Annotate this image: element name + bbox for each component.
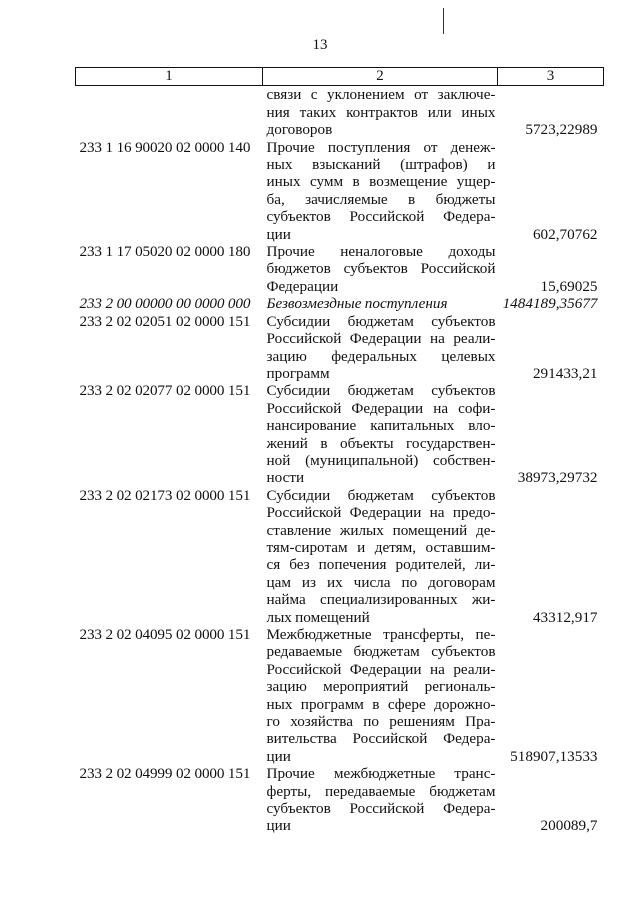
description-line: Федерации bbox=[266, 277, 339, 295]
revenue-description bbox=[263, 626, 498, 765]
table-row bbox=[76, 243, 604, 295]
amount: 38973,29732 bbox=[517, 469, 598, 487]
description-line: ных взысканий (штрафов) и bbox=[266, 156, 496, 174]
table-header-row bbox=[76, 68, 604, 86]
page-number: 13 bbox=[312, 37, 328, 53]
description-line: ся без попечения родителей, ли- bbox=[266, 556, 496, 574]
revenue-description bbox=[263, 382, 498, 486]
amount: 518907,13533 bbox=[510, 747, 598, 765]
revenue-description bbox=[263, 765, 498, 835]
description-line: программ bbox=[266, 364, 330, 382]
description-line: цам из их числа по договорам bbox=[266, 573, 496, 591]
budget-code: 233 2 00 00000 00 0000 000 bbox=[79, 295, 251, 313]
description-line: Российской Федерации на софи- bbox=[266, 399, 496, 417]
description-line: договоров bbox=[266, 121, 333, 139]
description-line: Прочие межбюджетные транс- bbox=[266, 765, 496, 783]
table-header bbox=[76, 68, 604, 86]
description-line: лых помещений bbox=[266, 608, 370, 626]
description-line: Субсидии бюджетам субъектов bbox=[266, 486, 496, 504]
budget-code: 233 2 02 02077 02 0000 151 bbox=[79, 382, 251, 400]
description-line: ции bbox=[266, 225, 291, 243]
description-line: редаваемые бюджетам субъектов bbox=[266, 643, 496, 661]
description-line: го хозяйства по решениям Пра- bbox=[266, 713, 496, 731]
description-line: ции bbox=[266, 817, 291, 835]
table-row bbox=[76, 139, 604, 243]
description-line: Субсидии бюджетам субъектов bbox=[266, 382, 496, 400]
description-line: связи с уклонением от заключе- bbox=[266, 86, 496, 104]
revenue-description bbox=[263, 139, 498, 243]
budget-code: 233 2 02 04999 02 0000 151 bbox=[79, 765, 251, 783]
description-line: зацию мероприятий региональ- bbox=[266, 678, 496, 696]
amount: 1484189,35677 bbox=[502, 295, 598, 313]
column-header-3: 3 bbox=[498, 68, 604, 86]
table-row bbox=[76, 487, 604, 626]
budget-code: 233 2 02 02051 02 0000 151 bbox=[79, 312, 251, 330]
table-row bbox=[76, 295, 604, 312]
revenue-description bbox=[263, 487, 498, 626]
revenue-description bbox=[263, 243, 498, 295]
budget-code: 233 1 16 90020 02 0000 140 bbox=[79, 138, 251, 156]
description-line: ции bbox=[266, 747, 291, 765]
description-line: Субсидии бюджетам субъектов bbox=[266, 312, 496, 330]
description-line: вительства Российской Федера- bbox=[266, 730, 496, 748]
description-line: тям-сиротам и детям, оставшим- bbox=[266, 538, 496, 556]
description-line: Прочие поступления от денеж- bbox=[266, 138, 496, 156]
description-line: ности bbox=[266, 469, 305, 487]
description-line: ферты, передаваемые бюджетам bbox=[266, 782, 496, 800]
table-row bbox=[76, 626, 604, 765]
revenue-table bbox=[75, 67, 604, 835]
description-line: Российской Федерации на предо- bbox=[266, 504, 496, 522]
column-header-1: 1 bbox=[76, 68, 263, 86]
description-line: ния таких контрактов или иных bbox=[266, 103, 496, 121]
table-row bbox=[76, 765, 604, 835]
description-line: Российской Федерации на реали- bbox=[266, 330, 496, 348]
description-line: субъектов Российской Федера- bbox=[266, 208, 496, 226]
description-line: найма специализированных жи- bbox=[266, 591, 496, 609]
revenue-description bbox=[263, 86, 498, 139]
amount: 15,69025 bbox=[540, 277, 598, 295]
budget-code: 233 1 17 05020 02 0000 180 bbox=[79, 243, 251, 261]
description-line: ной (муниципальной) собствен- bbox=[266, 451, 496, 469]
revenue-description bbox=[263, 313, 498, 383]
description-line: нансирование капитальных вло- bbox=[266, 417, 496, 435]
description-line: ставление жилых помещений де- bbox=[266, 521, 496, 539]
amount: 602,70762 bbox=[532, 225, 598, 243]
budget-code bbox=[76, 86, 263, 139]
amount: 43312,917 bbox=[532, 608, 598, 626]
description-line: иных сумм в возмещение ущер- bbox=[266, 173, 496, 191]
description-line: Прочие неналоговые доходы bbox=[266, 243, 496, 261]
amount: 291433,21 bbox=[532, 364, 598, 382]
description-line: ба, зачисляемые в бюджеты bbox=[266, 190, 496, 208]
scan-artifact-line bbox=[443, 8, 444, 34]
description-line: ных программ в сфере дорожно- bbox=[266, 695, 496, 713]
table-row bbox=[76, 382, 604, 486]
description-line: Межбюджетные трансферты, пе- bbox=[266, 626, 496, 643]
budget-code: 233 2 02 02173 02 0000 151 bbox=[79, 486, 251, 504]
description-line: жений в объекты государствен- bbox=[266, 434, 496, 452]
description-line: Безвозмездные поступления bbox=[266, 295, 448, 313]
amount: 200089,7 bbox=[540, 817, 598, 835]
amount: 5723,22989 bbox=[525, 121, 598, 139]
description-line: Российской Федерации на реали- bbox=[266, 660, 496, 678]
table-body bbox=[76, 86, 604, 835]
column-header-2: 2 bbox=[263, 68, 498, 86]
budget-code: 233 2 02 04095 02 0000 151 bbox=[79, 626, 251, 643]
revenue-description bbox=[263, 295, 498, 312]
description-line: субъектов Российской Федера- bbox=[266, 800, 496, 818]
table-row bbox=[76, 86, 604, 139]
description-line: бюджетов субъектов Российской bbox=[266, 260, 496, 278]
description-line: зацию федеральных целевых bbox=[266, 347, 496, 365]
table-row bbox=[76, 313, 604, 383]
